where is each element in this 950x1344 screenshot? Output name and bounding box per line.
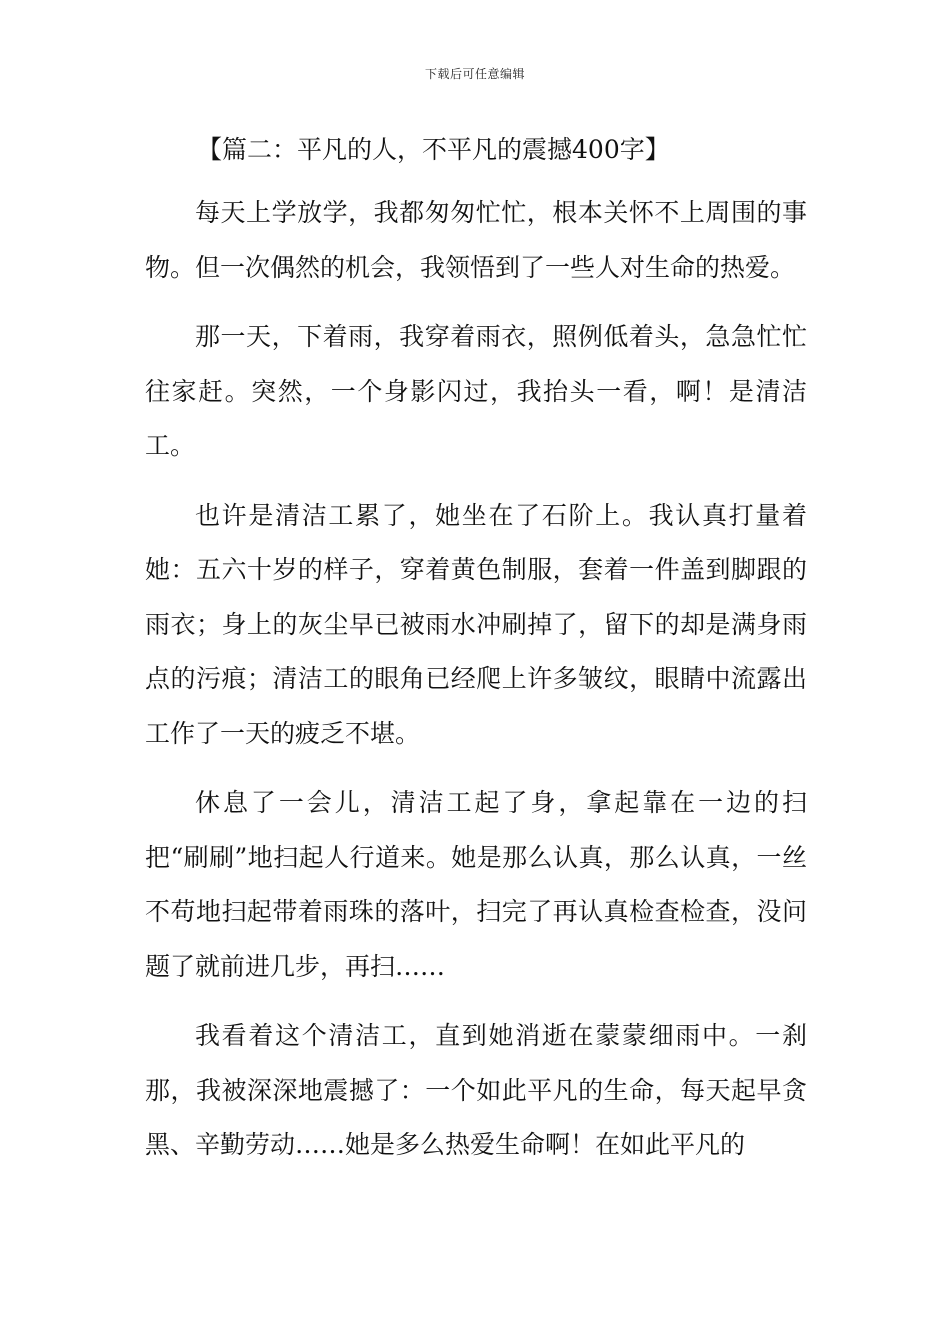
document-title: 【篇二：平凡的人，不平凡的震撼400字】	[197, 135, 670, 164]
paragraph-5: 我看着这个清洁工，直到她消逝在蒙蒙细雨中。一刹那，我被深深地震撼了：一个如此平凡的生命，每天起早贪黑、辛勤劳动……她是多么热爱生命啊！在如此平凡的	[145, 1021, 807, 1159]
page-header-note: 下载后可任意编辑	[424, 67, 525, 81]
paragraph-4: 休息了一会儿，清洁工起了身，拿起靠在一边的扫把“刷刷”地扫起人行道来。她是那么认真，那么认真，一丝不苟地扫起带着雨珠的落叶，扫完了再认真检查检查，没问题了就前进几步，再扫……	[145, 788, 807, 981]
document-body	[145, 129, 807, 1173]
paragraph-3: 也许是清洁工累了，她坐在了石阶上。我认真打量着她：五六十岁的样子，穿着黄色制服，套着一件盖到脚跟的雨衣；身上的灰尘早已被雨水冲刷掉了，留下的却是满身雨点的污痕；清洁工的眼角已经爬上许多皱纹，眼睛中流露出工作了一天的疲乏不堪。	[145, 500, 807, 748]
paragraph-2: 那一天，下着雨，我穿着雨衣，照例低着头，急急忙忙往家赶。突然，一个身影闪过，我抬头一看，啊！是清洁工。	[145, 322, 807, 460]
paragraph-1: 每天上学放学，我都匆匆忙忙，根本关怀不上周围的事物。但一次偶然的机会，我领悟到了一些人对生命的热爱。	[145, 198, 807, 282]
